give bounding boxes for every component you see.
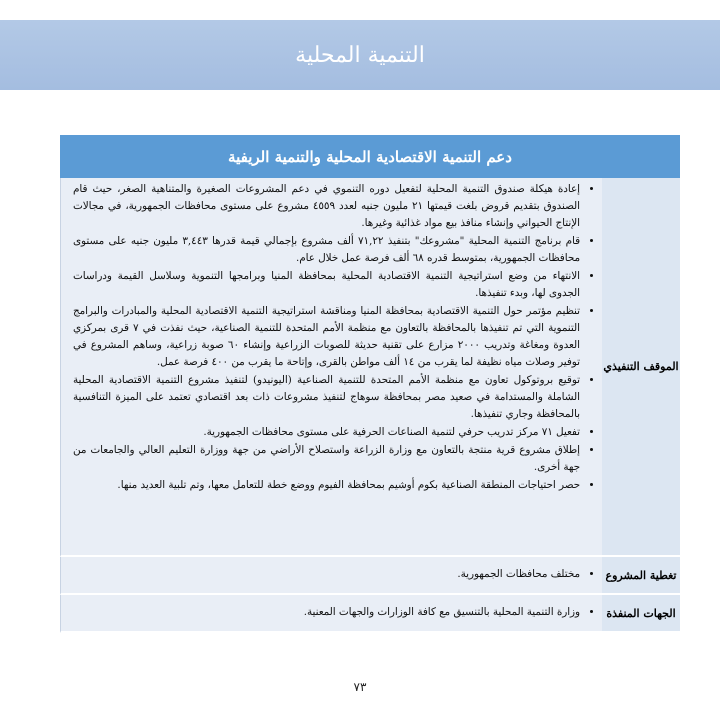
list-item: • وزارة التنمية المحلية بالتنسيق مع كافة الوزارات والجهات المعنية. xyxy=(304,604,580,621)
list-item: • حصر احتياجات المنطقة الصناعية بكوم أوشيم بمحافظة الفيوم ووضع خطة للتعامل معها، وتم تلبية العديد منها. xyxy=(73,477,580,494)
list-item: • الانتهاء من وضع استراتيجية التنمية الاقتصادية المحلية بمحافظة المنيا وبرامجها التنموية وسلاسل القيمة ودراسات الجدوى لها، وبدء تنفيذها. xyxy=(73,268,580,302)
list-item: • إعادة هيكلة صندوق التنمية المحلية لتفعيل دوره التنموي في دعم المشروعات الصغيرة والمتناهية الصغر، حيث قام الصندوق بتقديم قروض بلغت قيمتها ٢١ مليون جنيه لعدد ٤٥٥٩ مشروع على مستوى محافظات الجمهورية، في مجالات الإنتاج الحيواني وإنشاء منافذ بيع مواد غذائية وغيرها. xyxy=(73,181,580,232)
row-content-status xyxy=(60,178,602,557)
table-row-status xyxy=(60,178,680,557)
list-item: • تفعيل ٧١ مركز تدريب حرفي لتنمية الصناعات الحرفية على مستوى محافظات الجمهورية. xyxy=(73,424,580,441)
row-label-status: الموقف التنفيذي xyxy=(602,178,680,557)
status-list xyxy=(73,181,594,494)
program-table xyxy=(60,135,680,633)
list-item: • مختلف محافظات الجمهورية. xyxy=(457,566,580,583)
row-label-implementers: الجهات المنفذة xyxy=(602,595,680,633)
page-banner xyxy=(0,20,720,90)
table-header: دعم التنمية الاقتصادية المحلية والتنمية الريفية xyxy=(60,135,680,178)
list-item: • قام برنامج التنمية المحلية "مشروعك" بتنفيذ ٧١,٢٢ ألف مشروع بإجمالي قيمة قدرها ٣,٤٤٣ مليون جنيه على مستوى محافظات الجمهورية، بمتوسط قدره ٦٨ ألف فرصة عمل خلال عام. xyxy=(73,233,580,267)
row-content-coverage xyxy=(60,557,602,595)
table-row-implementers xyxy=(60,595,680,633)
row-label-coverage: تغطية المشروع xyxy=(602,557,680,595)
coverage-list xyxy=(457,566,594,584)
list-item: • إطلاق مشروع قرية منتجة بالتعاون مع وزارة الزراعة واستصلاح الأراضي من جهة ووزارة التعليم العالي والجامعات من جهة أخرى. xyxy=(73,442,580,476)
implementers-list xyxy=(304,604,594,622)
banner-title: التنمية المحلية xyxy=(295,42,425,68)
list-item: • توقيع بروتوكول تعاون مع منظمة الأمم المتحدة للتنمية الصناعية (اليونيدو) لتنفيذ مشروع التنمية الاقتصادية المحلية الشاملة والمستدامة في صعيد مصر بمحافظة سوهاج لتنفيذ مشروعات ذات بعد اقتصادي تعتمد على الميزة التنافسية بالمحافظة وجاري تنفيذها. xyxy=(73,372,580,423)
row-content-implementers xyxy=(60,595,602,633)
list-item: • تنظيم مؤتمر حول التنمية الاقتصادية بمحافظة المنيا ومناقشة استراتيجية التنمية الاقتصادية المحلية والمبادرات والبرامج التنموية التي تم تنفيذها بالمحافظة بالتعاون مع منظمة الأمم المتحدة للتنمية الصناعية، حيث نفذت في ٧ قرى بمركزي العدوة ومغاغة وتدريب ٢٠٠٠ مزارع على تقنية حديثة للصوبات الزراعية وإنشاء ٦٠ صوبة زراعية، وساهم المشروع في توفير وصلات مياه نظيفة لما يقرب من ١٤ ألف مواطن بالقرى، وإتاحة ما يقرب من ٤٠٠ فرصة عمل. xyxy=(73,303,580,371)
page-number: ٧٣ xyxy=(353,680,367,694)
table-row-coverage xyxy=(60,557,680,595)
